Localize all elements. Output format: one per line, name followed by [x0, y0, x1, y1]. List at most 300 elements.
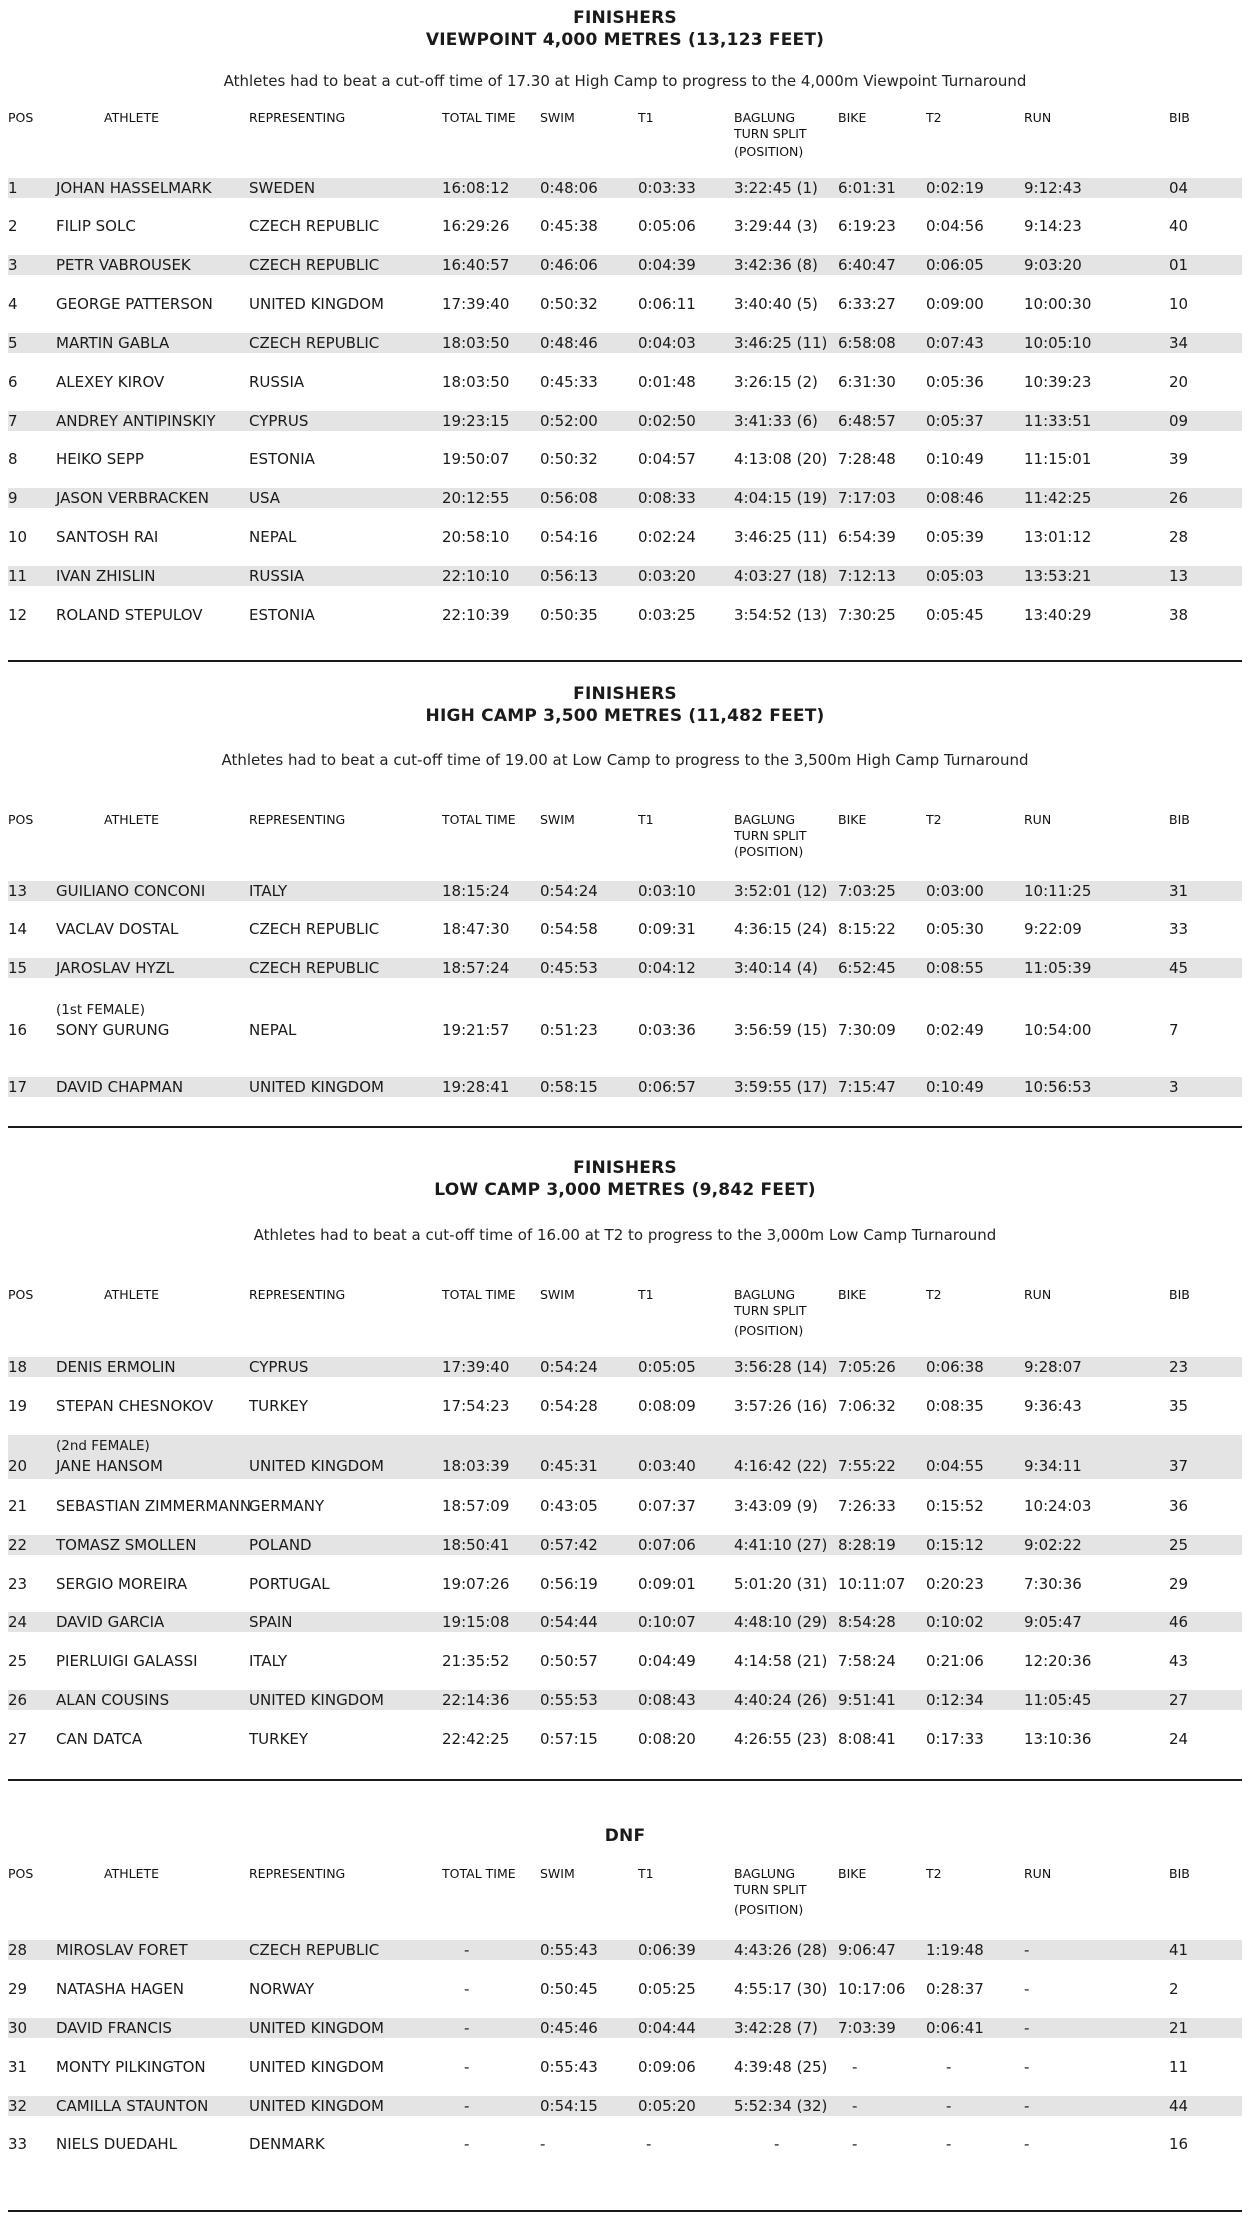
row-pos: 10 [8, 528, 28, 546]
row-bib: 39 [1169, 450, 1189, 468]
row-t1: 0:08:43 [638, 1691, 696, 1709]
table-row [8, 881, 1242, 901]
row-athlete: MONTY PILKINGTON [56, 2058, 206, 2076]
row-total-time: - [464, 2019, 470, 2037]
row-bike: 7:30:09 [838, 1021, 896, 1039]
row-bike: 9:51:41 [838, 1691, 896, 1709]
row-bib: 7 [1169, 1021, 1179, 1039]
header-swim: SWIM [540, 110, 575, 125]
row-run: 9:05:47 [1024, 1613, 1082, 1631]
header-athlete: ATHLETE [104, 812, 160, 827]
row-run: 13:10:36 [1024, 1730, 1092, 1748]
row-baglung-split: 3:29:44 (3) [734, 217, 818, 235]
row-bike: 7:30:25 [838, 606, 896, 624]
row-representing: NORWAY [249, 1980, 315, 1998]
cutoff-note: Athletes had to beat a cut-off time of 19.00 at Low Camp to progress to the 3,500m High Camp Turnaround [221, 751, 1029, 769]
row-swim: 0:54:58 [540, 920, 598, 938]
row-bike: 7:03:25 [838, 882, 896, 900]
row-baglung-split: 4:48:10 (29) [734, 1613, 828, 1631]
section-subtitle: VIEWPOINT 4,000 METRES (13,123 FEET) [425, 30, 825, 50]
row-pos: 9 [8, 489, 18, 507]
table-row [8, 411, 1242, 431]
row-bike: 6:52:45 [838, 959, 896, 977]
row-run: 9:36:43 [1024, 1397, 1082, 1415]
header-pos: POS [8, 1866, 34, 1881]
row-baglung-split: 4:13:08 (20) [734, 450, 828, 468]
row-baglung-split: 3:46:25 (11) [734, 528, 828, 546]
cutoff-note: Athletes had to beat a cut-off time of 17.30 at High Camp to progress to the 4,000m Viewpoint Turnaround [223, 72, 1027, 90]
row-baglung-split: 3:42:36 (8) [734, 256, 818, 274]
row-t2: - [946, 2097, 952, 2115]
row-bib: 21 [1169, 2019, 1189, 2037]
row-swim: 0:55:43 [540, 2058, 598, 2076]
row-representing: UNITED KINGDOM [249, 2019, 384, 2037]
row-t2: 0:05:37 [926, 412, 984, 430]
table-row [8, 1435, 1242, 1479]
row-bib: 34 [1169, 334, 1189, 352]
row-bike: 7:17:03 [838, 489, 896, 507]
row-swim: 0:57:42 [540, 1536, 598, 1554]
row-athlete: PETR VABROUSEK [56, 256, 191, 274]
row-athlete: ALAN COUSINS [56, 1691, 170, 1709]
row-t1: 0:03:10 [638, 882, 696, 900]
row-bike: 7:58:24 [838, 1652, 896, 1670]
row-run: 10:11:25 [1024, 882, 1092, 900]
row-representing: POLAND [249, 1536, 312, 1554]
row-athlete: SANTOSH RAI [56, 528, 159, 546]
row-bib: 24 [1169, 1730, 1189, 1748]
section-title: FINISHERS [573, 8, 677, 28]
row-total-time: 19:50:07 [442, 450, 510, 468]
header-representing: REPRESENTING [249, 1287, 346, 1302]
row-swim: 0:54:44 [540, 1613, 598, 1631]
row-t2: 0:17:33 [926, 1730, 984, 1748]
table-row [8, 1979, 1242, 1999]
row-representing: ESTONIA [249, 450, 315, 468]
section-title: DNF [604, 1826, 646, 1846]
row-bike: 7:15:47 [838, 1078, 896, 1096]
row-swim: 0:45:31 [540, 1457, 598, 1475]
row-representing: GERMANY [249, 1497, 325, 1515]
header-baglung-turn-split: TURN SPLIT [734, 126, 807, 141]
section-title: FINISHERS [573, 684, 677, 704]
row-representing: SPAIN [249, 1613, 293, 1631]
header-bib: BIB [1169, 110, 1190, 125]
row-total-time: 19:23:15 [442, 412, 510, 430]
row-total-time: - [464, 1980, 470, 1998]
row-t2: 0:03:00 [926, 882, 984, 900]
header-t1: T1 [638, 1866, 654, 1881]
row-run: 10:05:10 [1024, 334, 1092, 352]
row-athlete: DAVID FRANCIS [56, 2019, 172, 2037]
row-run: 11:33:51 [1024, 412, 1092, 430]
header-pos: POS [8, 110, 34, 125]
row-run: - [1024, 1941, 1030, 1959]
row-run: 9:12:43 [1024, 179, 1082, 197]
header-baglung: BAGLUNG [734, 1287, 796, 1302]
header-baglung-turn-split: TURN SPLIT [734, 1303, 807, 1318]
row-swim: 0:45:53 [540, 959, 598, 977]
row-bike: - [852, 2135, 858, 2153]
row-t2: 0:05:30 [926, 920, 984, 938]
row-bib: 16 [1169, 2135, 1189, 2153]
row-representing: SWEDEN [249, 179, 316, 197]
row-total-time: - [464, 1941, 470, 1959]
row-athlete: GUILIANO CONCONI [56, 882, 206, 900]
row-t2: 0:05:36 [926, 373, 984, 391]
row-t1: 0:09:31 [638, 920, 696, 938]
row-total-time: 18:15:24 [442, 882, 510, 900]
row-baglung-split: 3:56:59 (15) [734, 1021, 828, 1039]
header-representing: REPRESENTING [249, 1866, 346, 1881]
row-t1: 0:03:25 [638, 606, 696, 624]
section-subtitle: HIGH CAMP 3,500 METRES (11,482 FEET) [425, 706, 825, 726]
row-swim: 0:45:46 [540, 2019, 598, 2037]
row-t2: 0:10:49 [926, 1078, 984, 1096]
row-pos: 3 [8, 256, 18, 274]
row-total-time: - [464, 2135, 470, 2153]
row-t2: 0:08:55 [926, 959, 984, 977]
row-bike: 10:11:07 [838, 1575, 906, 1593]
row-total-time: 21:35:52 [442, 1652, 510, 1670]
row-pos: 6 [8, 373, 18, 391]
row-t2: 0:05:39 [926, 528, 984, 546]
row-run: 12:20:36 [1024, 1652, 1092, 1670]
row-pos: 2 [8, 217, 18, 235]
section-title: FINISHERS [573, 1158, 677, 1178]
row-run: 11:15:01 [1024, 450, 1092, 468]
table-row [8, 1612, 1242, 1632]
row-baglung-split: 3:43:09 (9) [734, 1497, 818, 1515]
row-swim: 0:54:24 [540, 1358, 598, 1376]
row-baglung-split: 3:59:55 (17) [734, 1078, 828, 1096]
section-divider [8, 2210, 1242, 2212]
row-swim: 0:46:06 [540, 256, 598, 274]
row-representing: USA [249, 489, 281, 507]
row-t2: - [946, 2135, 952, 2153]
row-pos: 23 [8, 1575, 28, 1593]
row-athlete: NIELS DUEDAHL [56, 2135, 177, 2153]
row-t1: 0:04:44 [638, 2019, 696, 2037]
row-run: 13:01:12 [1024, 528, 1092, 546]
row-pos: 20 [8, 1457, 28, 1475]
row-bike: 8:08:41 [838, 1730, 896, 1748]
header-t2: T2 [926, 812, 942, 827]
row-swim: 0:51:23 [540, 1021, 598, 1039]
row-t1: 0:08:20 [638, 1730, 696, 1748]
table-row [8, 1535, 1242, 1555]
table-row [8, 2018, 1242, 2038]
row-swim: 0:54:15 [540, 2097, 598, 2115]
table-row [8, 1690, 1242, 1710]
row-bib: 26 [1169, 489, 1189, 507]
row-total-time: 22:14:36 [442, 1691, 510, 1709]
row-swim: 0:56:19 [540, 1575, 598, 1593]
row-run: 11:42:25 [1024, 489, 1092, 507]
row-representing: CYPRUS [249, 412, 309, 430]
row-t1: 0:08:09 [638, 1397, 696, 1415]
row-t2: 0:02:19 [926, 179, 984, 197]
table-row [8, 566, 1242, 586]
row-t1: 0:07:37 [638, 1497, 696, 1515]
row-athlete: HEIKO SEPP [56, 450, 144, 468]
row-t1: 0:05:20 [638, 2097, 696, 2115]
row-pos: 14 [8, 920, 28, 938]
row-bib: 01 [1169, 256, 1189, 274]
header-baglung-position: (POSITION) [734, 844, 804, 859]
row-athlete: ANDREY ANTIPINSKIY [56, 412, 216, 430]
row-representing: UNITED KINGDOM [249, 1691, 384, 1709]
row-representing: NEPAL [249, 1021, 297, 1039]
row-swim: 0:50:32 [540, 295, 598, 313]
row-pos: 12 [8, 606, 28, 624]
row-bib: 28 [1169, 528, 1189, 546]
row-bike: 8:15:22 [838, 920, 896, 938]
row-bike: - [852, 2058, 858, 2076]
table-row [8, 605, 1242, 625]
row-t1: 0:06:11 [638, 295, 696, 313]
row-athlete: DAVID CHAPMAN [56, 1078, 184, 1096]
row-t1: 0:05:05 [638, 1358, 696, 1376]
row-baglung-split: 3:41:33 (6) [734, 412, 818, 430]
row-total-time: 19:15:08 [442, 1613, 510, 1631]
row-representing: TURKEY [249, 1397, 309, 1415]
header-swim: SWIM [540, 812, 575, 827]
row-baglung-split: 4:55:17 (30) [734, 1980, 828, 1998]
row-athlete: ALEXEY KIROV [56, 373, 165, 391]
row-t1: 0:06:39 [638, 1941, 696, 1959]
row-bike: 7:05:26 [838, 1358, 896, 1376]
row-athlete: STEPAN CHESNOKOV [56, 1397, 214, 1415]
row-t1: 0:03:33 [638, 179, 696, 197]
row-run: 9:28:07 [1024, 1358, 1082, 1376]
row-bike: 6:19:23 [838, 217, 896, 235]
row-athlete: DAVID GARCIA [56, 1613, 165, 1631]
row-bib: 09 [1169, 412, 1189, 430]
row-swim: 0:50:35 [540, 606, 598, 624]
table-row [8, 294, 1242, 314]
row-t2: 0:04:56 [926, 217, 984, 235]
header-bike: BIKE [838, 1866, 867, 1881]
row-swim: 0:48:06 [540, 179, 598, 197]
row-bike: 10:17:06 [838, 1980, 906, 1998]
row-bike: 7:28:48 [838, 450, 896, 468]
row-t1: 0:05:06 [638, 217, 696, 235]
row-athlete: SEBASTIAN ZIMMERMANN [56, 1497, 252, 1515]
row-bike: 8:54:28 [838, 1613, 896, 1631]
row-total-time: 19:21:57 [442, 1021, 510, 1039]
header-bib: BIB [1169, 812, 1190, 827]
row-representing: RUSSIA [249, 373, 305, 391]
row-pos: 17 [8, 1078, 28, 1096]
row-run: 10:00:30 [1024, 295, 1092, 313]
row-athlete: PIERLUIGI GALASSI [56, 1652, 198, 1670]
row-run: - [1024, 2058, 1030, 2076]
row-t1: 0:04:03 [638, 334, 696, 352]
row-bib: 38 [1169, 606, 1189, 624]
row-run: 10:54:00 [1024, 1021, 1092, 1039]
row-athlete: JOHAN HASSELMARK [56, 179, 212, 197]
row-total-time: 18:03:39 [442, 1457, 510, 1475]
row-bike: 6:54:39 [838, 528, 896, 546]
row-bike: 6:01:31 [838, 179, 896, 197]
row-representing: CZECH REPUBLIC [249, 217, 380, 235]
row-total-time: 22:42:25 [442, 1730, 510, 1748]
row-representing: PORTUGAL [249, 1575, 330, 1593]
row-bike: 7:03:39 [838, 2019, 896, 2037]
row-total-time: - [464, 2058, 470, 2076]
row-representing: UNITED KINGDOM [249, 2058, 384, 2076]
row-total-time: 20:58:10 [442, 528, 510, 546]
table-row [8, 449, 1242, 469]
row-t2: 1:19:48 [926, 1941, 984, 1959]
table-row [8, 1496, 1242, 1516]
row-t1: 0:07:06 [638, 1536, 696, 1554]
row-bib: 25 [1169, 1536, 1189, 1554]
row-representing: UNITED KINGDOM [249, 2097, 384, 2115]
row-representing: UNITED KINGDOM [249, 1457, 384, 1475]
table-row [8, 2057, 1242, 2077]
row-swim: 0:50:32 [540, 450, 598, 468]
table-row [8, 1396, 1242, 1416]
table-row [8, 2096, 1242, 2116]
header-pos: POS [8, 1287, 34, 1302]
header-baglung-turn-split: TURN SPLIT [734, 1882, 807, 1897]
row-pos: 29 [8, 1980, 28, 1998]
row-swim: 0:43:05 [540, 1497, 598, 1515]
row-representing: CZECH REPUBLIC [249, 959, 380, 977]
row-baglung-split: 3:22:45 (1) [734, 179, 818, 197]
row-bib: 27 [1169, 1691, 1189, 1709]
row-total-time: 18:47:30 [442, 920, 510, 938]
row-t2: 0:15:52 [926, 1497, 984, 1515]
header-t1: T1 [638, 1287, 654, 1302]
row-athlete: TOMASZ SMOLLEN [56, 1536, 197, 1554]
header-representing: REPRESENTING [249, 812, 346, 827]
row-run: 9:34:11 [1024, 1457, 1082, 1475]
row-bike: 6:48:57 [838, 412, 896, 430]
row-total-time: 18:57:24 [442, 959, 510, 977]
header-t2: T2 [926, 110, 942, 125]
row-bib: 36 [1169, 1497, 1189, 1515]
table-row [8, 527, 1242, 547]
row-athlete: JANE HANSOM [56, 1457, 163, 1475]
row-t1: 0:08:33 [638, 489, 696, 507]
row-representing: ESTONIA [249, 606, 315, 624]
row-t2: 0:06:38 [926, 1358, 984, 1376]
row-baglung-split: 3:52:01 (12) [734, 882, 828, 900]
row-t1: 0:04:12 [638, 959, 696, 977]
row-t2: 0:10:02 [926, 1613, 984, 1631]
row-pos: 33 [8, 2135, 28, 2153]
row-t2: 0:09:00 [926, 295, 984, 313]
row-bike: 7:26:33 [838, 1497, 896, 1515]
row-baglung-split: 3:54:52 (13) [734, 606, 828, 624]
table-row [8, 1940, 1242, 1960]
table-row [8, 1729, 1242, 1749]
header-t2: T2 [926, 1866, 942, 1881]
row-pos: 7 [8, 412, 18, 430]
table-row [8, 919, 1242, 939]
row-swim: 0:56:13 [540, 567, 598, 585]
row-athlete: NATASHA HAGEN [56, 1980, 185, 1998]
row-female-note: (1st FEMALE) [56, 1002, 145, 1018]
row-t2: 0:15:12 [926, 1536, 984, 1554]
row-bib: 46 [1169, 1613, 1189, 1631]
row-baglung-split: 3:57:26 (16) [734, 1397, 828, 1415]
row-run: - [1024, 2019, 1030, 2037]
section-divider [8, 660, 1242, 662]
row-representing: ITALY [249, 1652, 288, 1670]
table-row [8, 958, 1242, 978]
row-baglung-split: 3:56:28 (14) [734, 1358, 828, 1376]
row-total-time: 16:08:12 [442, 179, 510, 197]
row-t1: 0:03:20 [638, 567, 696, 585]
row-representing: ITALY [249, 882, 288, 900]
row-bib: 29 [1169, 1575, 1189, 1593]
row-total-time: 17:39:40 [442, 295, 510, 313]
row-bib: 10 [1169, 295, 1189, 313]
row-bike: 7:55:22 [838, 1457, 896, 1475]
row-t1: 0:04:57 [638, 450, 696, 468]
row-athlete: CAMILLA STAUNTON [56, 2097, 209, 2115]
row-swim: 0:50:57 [540, 1652, 598, 1670]
row-run: 11:05:39 [1024, 959, 1092, 977]
row-baglung-split: 4:04:15 (19) [734, 489, 828, 507]
row-baglung-split: 4:16:42 (22) [734, 1457, 828, 1475]
table-row [8, 178, 1242, 198]
row-run: - [1024, 1980, 1030, 1998]
column-header-row [0, 812, 1250, 862]
row-total-time: 17:39:40 [442, 1358, 510, 1376]
row-t2: 0:21:06 [926, 1652, 984, 1670]
cutoff-note: Athletes had to beat a cut-off time of 16.00 at T2 to progress to the 3,000m Low Camp Turnaround [253, 1226, 997, 1244]
row-pos: 13 [8, 882, 28, 900]
row-t2: 0:05:03 [926, 567, 984, 585]
row-t1: 0:03:40 [638, 1457, 696, 1475]
row-pos: 30 [8, 2019, 28, 2037]
row-representing: RUSSIA [249, 567, 305, 585]
row-total-time: - [464, 2097, 470, 2115]
row-t2: - [946, 2058, 952, 2076]
row-representing: CZECH REPUBLIC [249, 256, 380, 274]
header-baglung: BAGLUNG [734, 812, 796, 827]
row-baglung-split: 4:26:55 (23) [734, 1730, 828, 1748]
table-row [8, 1574, 1242, 1594]
row-pos: 31 [8, 2058, 28, 2076]
row-run: 9:03:20 [1024, 256, 1082, 274]
row-t2: 0:12:34 [926, 1691, 984, 1709]
header-total-time: TOTAL TIME [442, 110, 516, 125]
row-bib: 11 [1169, 2058, 1189, 2076]
row-total-time: 18:03:50 [442, 334, 510, 352]
row-swim: 0:54:28 [540, 1397, 598, 1415]
row-representing: CZECH REPUBLIC [249, 1941, 380, 1959]
row-athlete: VACLAV DOSTAL [56, 920, 179, 938]
header-baglung-position: (POSITION) [734, 1323, 804, 1338]
row-run: 10:56:53 [1024, 1078, 1092, 1096]
row-pos: 18 [8, 1358, 28, 1376]
row-baglung-split: 4:36:15 (24) [734, 920, 828, 938]
table-row [8, 2134, 1242, 2154]
row-total-time: 22:10:39 [442, 606, 510, 624]
row-representing: UNITED KINGDOM [249, 295, 384, 313]
row-bike: 6:31:30 [838, 373, 896, 391]
row-t2: 0:08:46 [926, 489, 984, 507]
row-baglung-split: 4:41:10 (27) [734, 1536, 828, 1554]
row-total-time: 19:07:26 [442, 1575, 510, 1593]
row-swim: 0:45:38 [540, 217, 598, 235]
